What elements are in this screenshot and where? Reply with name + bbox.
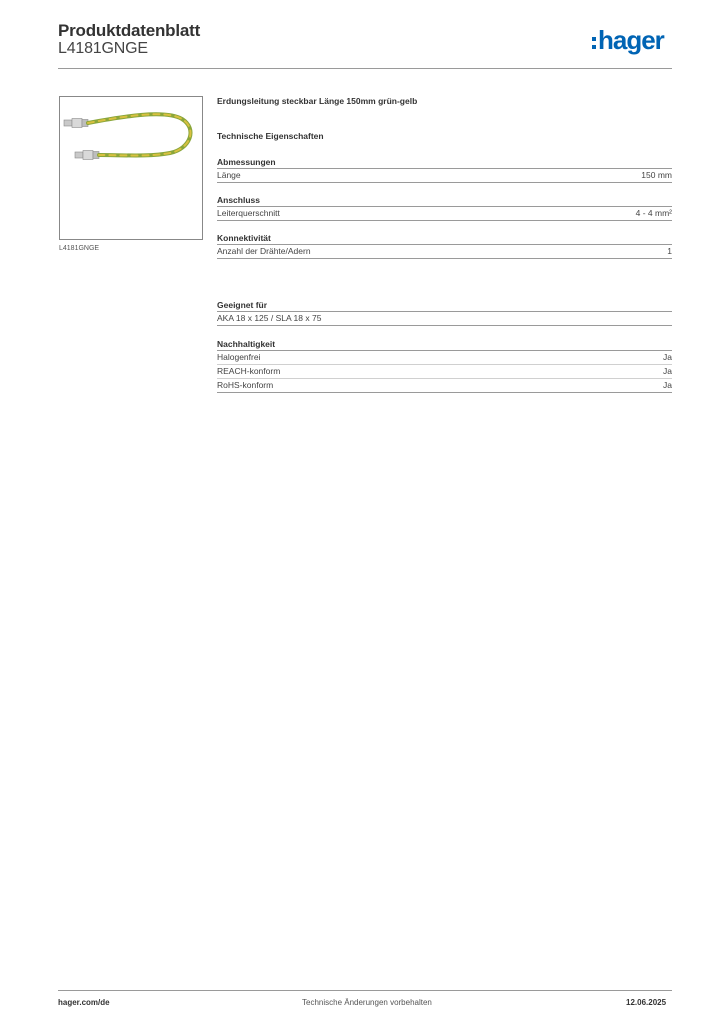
logo-wordmark: hager: [598, 25, 664, 55]
hager-logo: [592, 25, 674, 58]
group-title: Nachhaltigkeit: [217, 339, 276, 349]
logo-dots-icon: [592, 37, 596, 53]
footer-website: hager.com/de: [58, 998, 110, 1007]
header-divider: [58, 68, 672, 69]
row-value: Ja: [663, 352, 672, 362]
footer-notice: Technische Änderungen vorbehalten: [302, 998, 432, 1007]
row-value: Ja: [663, 380, 672, 390]
group-anschluss: [217, 194, 672, 221]
group-nachhaltigkeit: [217, 338, 672, 393]
row-label: Anzahl der Drähte/Adern: [217, 246, 311, 256]
row-label: REACH-konform: [217, 366, 281, 376]
table-row: [217, 168, 672, 183]
row-label: Leiterquerschnitt: [217, 208, 280, 218]
product-image: [59, 96, 203, 240]
article-number: L4181GNGE: [58, 40, 148, 57]
footer-date: 12.06.2025: [626, 998, 667, 1007]
row-label: Länge: [217, 170, 241, 180]
table-row: [217, 378, 672, 393]
group-konnektivitaet: [217, 232, 672, 259]
row-value: 1: [667, 246, 672, 256]
image-caption: L4181GNGE: [59, 245, 100, 252]
table-row: [217, 311, 672, 326]
table-row: [217, 206, 672, 221]
product-details: [217, 96, 672, 390]
row-label: AKA 18 x 125 / SLA 18 x 75: [217, 313, 322, 323]
table-row: [217, 244, 672, 259]
page-title: Produktdatenblatt: [58, 21, 201, 40]
row-value: Ja: [663, 366, 672, 376]
group-title: Abmessungen: [217, 157, 276, 167]
table-row: [217, 364, 672, 378]
group-geeignet-fuer: [217, 299, 672, 326]
table-row: [217, 350, 672, 364]
product-description: Erdungsleitung steckbar Länge 150mm grün-gelb: [217, 96, 418, 106]
group-title: Anschluss: [217, 195, 260, 205]
row-value: 4 - 4 mm²: [635, 208, 672, 218]
row-label: Halogenfrei: [217, 352, 261, 362]
section-heading-technical: Technische Eigenschaften: [217, 131, 324, 141]
footer-divider: [58, 990, 672, 991]
row-label: RoHS-konform: [217, 380, 274, 390]
group-title: Konnektivität: [217, 233, 271, 243]
ground-cable-icon: [60, 97, 202, 239]
row-value: 150 mm: [641, 170, 672, 180]
group-abmessungen: [217, 156, 672, 183]
group-title: Geeignet für: [217, 300, 268, 310]
